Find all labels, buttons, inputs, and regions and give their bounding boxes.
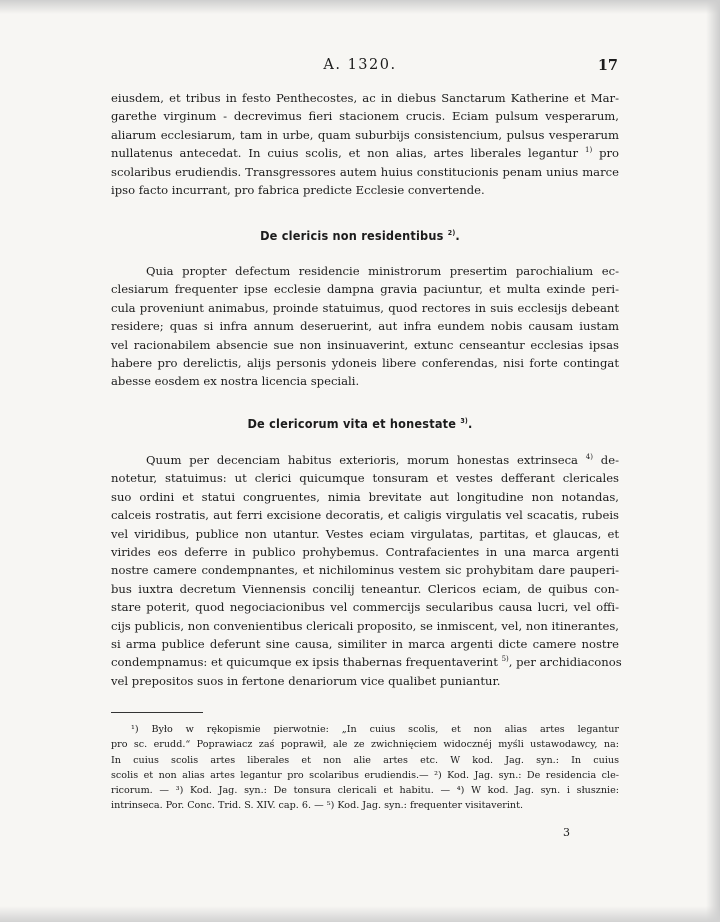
text-line: vel prepositos suos in fertone denariorum vice qualibet puniantur. bbox=[111, 673, 501, 688]
running-title: A. 1320. bbox=[323, 57, 397, 73]
text-line: habere pro derelictis, alijs personis ydoneis libere conferendas, nisi forte contingat bbox=[111, 355, 619, 370]
text-line: bus iuxtra decretum Viennensis concilij teneantur. Clericos eciam, de quibus con- bbox=[111, 581, 619, 596]
text-line: aliarum ecclesiarum, tam in urbe, quam suburbijs consistencium, pulsus vesperarum bbox=[111, 127, 619, 142]
paragraph-clerical-life bbox=[111, 451, 622, 690]
text-segment: Quum per decenciam habitus exterioris, morum honestas extrinseca bbox=[146, 453, 578, 467]
page-header bbox=[0, 57, 720, 81]
text-line: vel racionabilem absencie sue non insinuaverint, extunc censeantur ecclesias ipsas bbox=[111, 337, 619, 352]
footnote-line: scolis et non alias artes legantur pro scolaribus erudiendis.— ²) Kod. Jag. syn.: De residencia cle- bbox=[111, 769, 619, 781]
footnote-ref: 5) bbox=[501, 655, 509, 664]
text-line: virides eos deferre in publico prohybemus. Contrafacientes in una marca argenti bbox=[111, 544, 619, 559]
text-segment: nullatenus antecedat. In cuius scolis, et non alias, artes liberales legantur bbox=[111, 146, 579, 161]
paragraph-residence bbox=[111, 262, 619, 391]
text-line: cijs publicis, non convenientibus clericali proposito, se inmiscent, vel, non itinerantes, bbox=[111, 618, 619, 633]
footnote-ref: 4) bbox=[585, 453, 593, 461]
text-line: ipso facto incurrant, pro fabrica predicte Ecclesie convertende. bbox=[111, 182, 485, 197]
footnote-divider bbox=[111, 712, 203, 713]
text-line: vel viridibus, publice non utantur. Vestes eciam virgulatas, partitas, et glaucas, et bbox=[111, 526, 619, 541]
text-segment: pro bbox=[599, 146, 620, 161]
scan-edge-top bbox=[0, 0, 720, 14]
scan-edge-bottom bbox=[0, 906, 720, 922]
footnote-line: pro sc. erudd.“ Poprawiacz zaś poprawił, ale ze zwichnięciem widocznéj myśli ustawodawcy, na: bbox=[111, 739, 619, 751]
footnote-line: ¹) Było w rękopismie pierwotnie: „In cuius scolis, et non alias artes legantur bbox=[131, 724, 619, 735]
text-segment: , per archidiaconos bbox=[508, 655, 622, 670]
text-segment: de- bbox=[600, 453, 619, 467]
text-line: scolaribus erudiendis. Transgressores autem huius constitucionis penam unius marce bbox=[111, 164, 619, 179]
footnote-line: intrinseca. Por. Conc. Trid. S. XIV. cap. 6. — ⁵) Kod. Jag. syn.: frequenter visitaverint. bbox=[111, 800, 524, 812]
text-line: cula proveniunt animabus, proinde statuimus, quod rectores in suis ecclesijs debeant bbox=[111, 300, 619, 315]
text-line: garethe virginum - decrevimus fieri stacionem crucis. Eciam pulsum vesperarum, bbox=[111, 109, 619, 124]
text-line: clesiarum frequenter ipse ecclesie dampna gravia paciuntur, et multa exinde peri- bbox=[111, 282, 619, 297]
text-line: Quia propter defectum residencie ministrorum presertim parochialium ec- bbox=[146, 264, 619, 278]
footnote-line: ricorum. — ³) Kod. Jag. syn.: De tonsura clericali et habitu. — ⁴) W kod. Jag. syn. i słusznie: bbox=[111, 785, 619, 797]
footnotes bbox=[111, 722, 619, 814]
footnote-line: In cuius scolis artes liberales et non alie artes etc. W kod. Jag. syn.: In cuius bbox=[111, 754, 619, 766]
text-line: si arma publice deferunt sine causa, similiter in marca argenti dicte camere nostre bbox=[111, 636, 619, 651]
text-line bbox=[111, 653, 622, 671]
footnote-ref: 1) bbox=[584, 146, 593, 155]
text-line: residere; quas si infra annum deseruerint, aut infra eundem nobis causam iustam bbox=[111, 319, 619, 334]
text-line bbox=[111, 451, 619, 469]
text-line: eiusdem, et tribus in festo Penthecostes, ac in diebus Sanctarum Katherine et Mar- bbox=[111, 91, 619, 105]
footnote-ref: 3) bbox=[460, 417, 469, 425]
page-number: 17 bbox=[597, 57, 618, 74]
text-line: notetur, statuimus: ut clerici quicumque tonsuram et vestes defferant clericales bbox=[111, 471, 619, 486]
footnote-ref: 2) bbox=[447, 229, 456, 237]
heading-text: De clericorum vita et honestate bbox=[247, 416, 457, 431]
heading-text: De clericis non residentibus bbox=[260, 228, 444, 243]
text-line: nostre camere condempnantes, et nichilominus vestem sic prohybitam dare pauperi- bbox=[111, 563, 619, 578]
sheet-signature: 3 bbox=[563, 826, 570, 839]
text-line: abesse eosdem ex nostra licencia speciali. bbox=[111, 374, 360, 389]
text-segment: condempnamus: et quicumque ex ipsis thabernas frequentaverint bbox=[111, 655, 498, 670]
text-line bbox=[111, 144, 619, 162]
text-line: stare poterit, quod negociacionibus vel commercijs secularibus causa lucri, vel offi- bbox=[111, 600, 619, 615]
text-line: suo ordini et statui congruentes, nimia brevitate aut longitudine non notandas, bbox=[111, 489, 619, 504]
section-heading-clerical-life: De clericorum vita et honestate $^{3)}$. bbox=[247, 416, 473, 431]
section-heading-residence: De clericis non residentibus $^{2)}$. bbox=[260, 228, 460, 243]
scan-edge-right bbox=[706, 0, 720, 922]
text-line: calceis rostratis, aut ferri excisione decoratis, et caligis virgulatis vel scacatis, rubeis bbox=[111, 508, 619, 523]
paragraph-continuation bbox=[111, 89, 619, 199]
